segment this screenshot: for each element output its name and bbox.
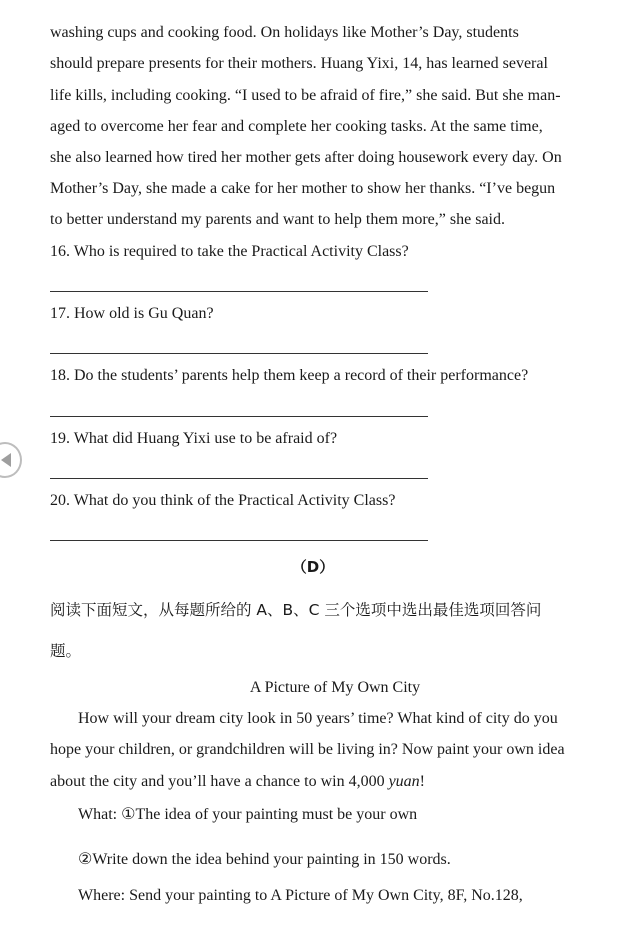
passage-line: washing cups and cooking food. On holidays like Mother’s Day, students: [50, 24, 519, 41]
answer-line-18[interactable]: [50, 416, 428, 417]
currency-word: yuan: [388, 773, 420, 790]
question-18: 18. Do the students’ parents help them keep a record of their performance?: [50, 367, 529, 384]
chevron-left-icon: [1, 453, 11, 467]
article-title: A Picture of My Own City: [249, 679, 421, 696]
passage-line: to better understand my parents and want to help them more,” she said.: [50, 211, 505, 228]
answer-line-17[interactable]: [50, 353, 428, 354]
answer-line-20[interactable]: [50, 540, 428, 541]
passage-line: should prepare presents for their mothers. Huang Yixi, 14, has learned several: [50, 55, 548, 72]
passage-line: life kills, including cooking. “I used to be afraid of fire,” she said. But she man-: [50, 87, 561, 104]
paragraph-text: about the city and you’ll have a chance to win 4,000: [50, 773, 389, 790]
passage-line: she also learned how tired her mother gets after doing housework every day. On: [50, 149, 562, 166]
instruction-text: 阅读下面短文，从每题所给的 A、B、C 三个选项中选出最佳选项回答问: [50, 601, 542, 619]
section-heading: （D）: [291, 558, 335, 576]
answer-line-19[interactable]: [50, 478, 428, 479]
question-20: 20. What do you think of the Practical Activity Class?: [50, 492, 396, 509]
answer-line-16[interactable]: [50, 291, 428, 292]
paragraph-line: [50, 772, 425, 792]
question-17: 17. How old is Gu Quan?: [50, 305, 214, 322]
passage-line: aged to overcome her fear and complete her cooking tasks. At the same time,: [50, 118, 543, 135]
paragraph-text: !: [419, 773, 425, 790]
question-16: 16. Who is required to take the Practical Activity Class?: [50, 243, 409, 260]
where-line: Where: Send your painting to A Picture of My Own City, 8F, No.128,: [78, 887, 523, 904]
what-line-2: ②Write down the idea behind your painting in 150 words.: [78, 851, 451, 868]
question-19: 19. What did Huang Yixi use to be afraid of?: [50, 430, 338, 447]
paragraph-line: How will your dream city look in 50 years’ time? What kind of city do you: [78, 710, 558, 727]
passage-line: Mother’s Day, she made a cake for her mother to show her thanks. “I’ve begun: [50, 180, 556, 197]
instruction-text: 题。: [50, 642, 82, 660]
prev-page-button[interactable]: [0, 442, 22, 478]
paragraph-line: hope your children, or grandchildren will be living in? Now paint your own idea: [50, 741, 565, 758]
what-line: What: ①The idea of your painting must be your own: [78, 806, 418, 823]
